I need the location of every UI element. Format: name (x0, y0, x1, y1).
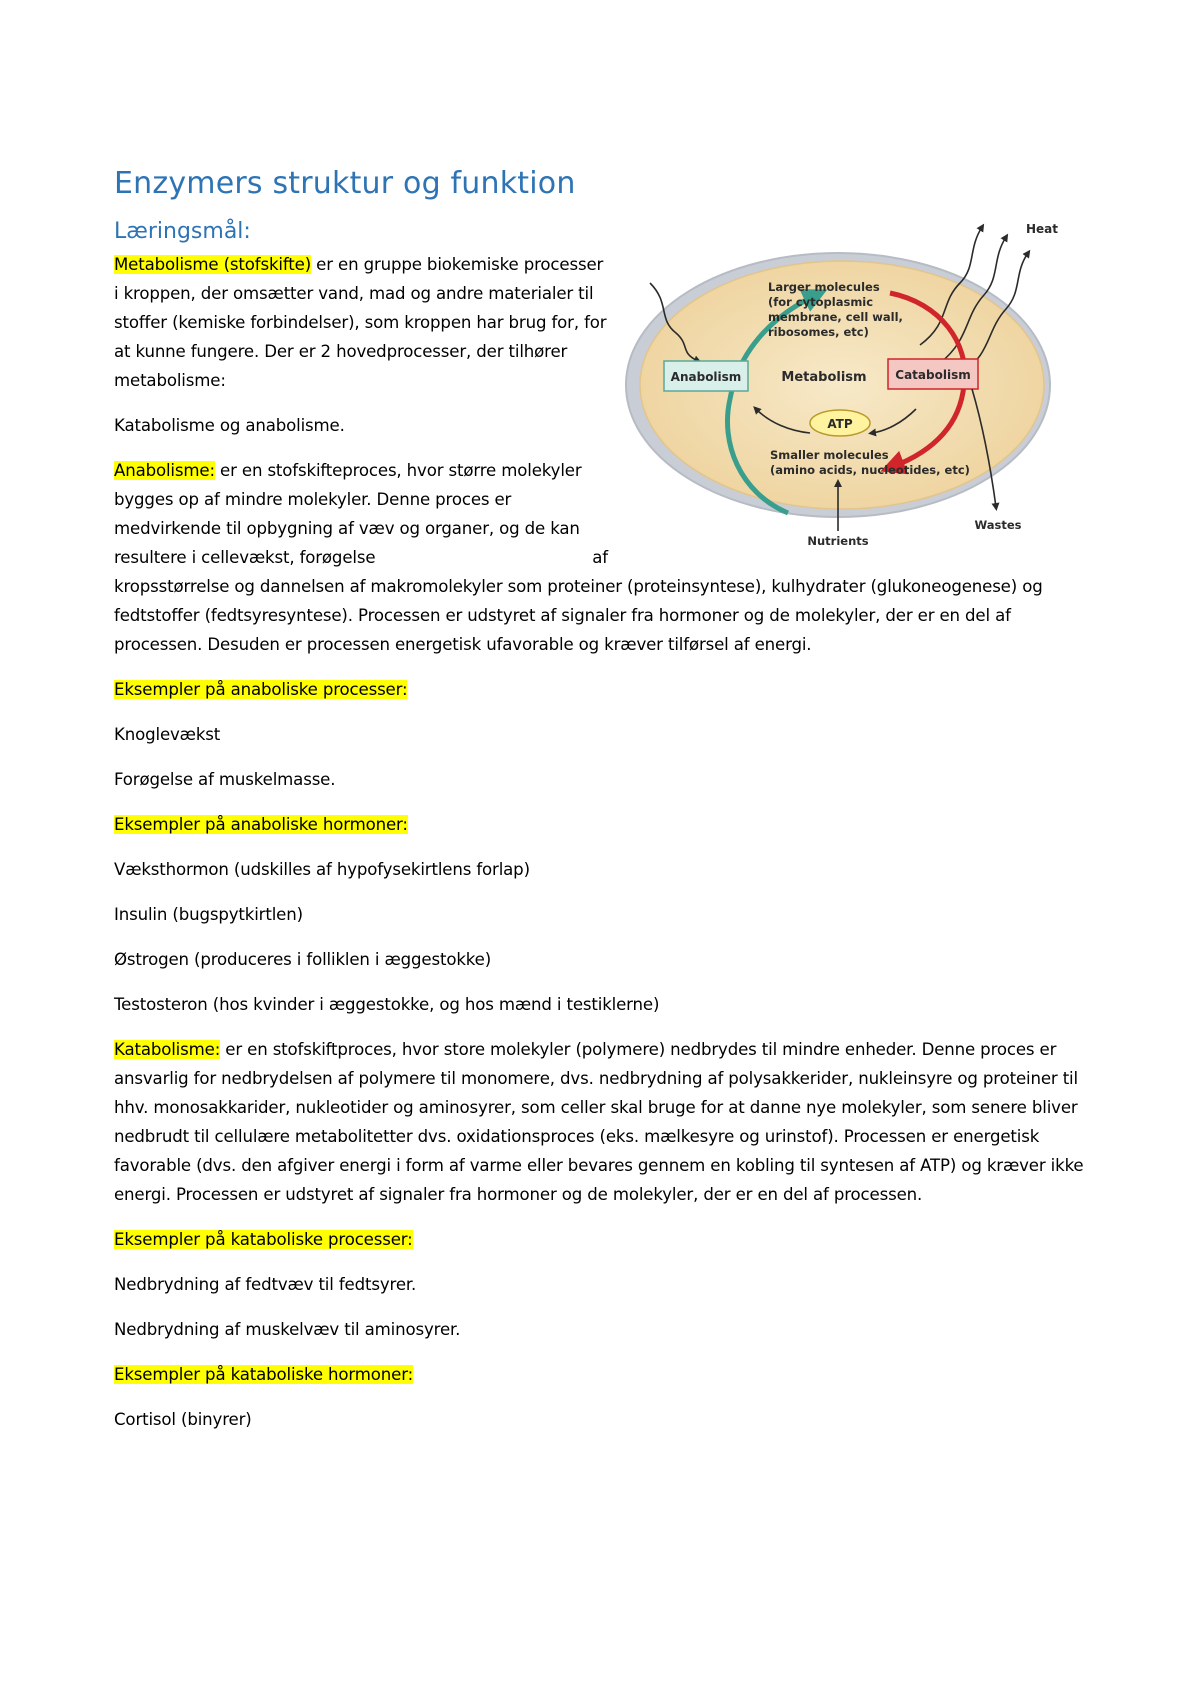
anabolic-hormone-item: Østrogen (produceres i folliklen i æggestokke) (114, 950, 492, 969)
smaller-molecules-label: Smaller molecules (770, 448, 889, 462)
page-title: Enzymers struktur og funktion (114, 166, 576, 201)
document-content (114, 166, 1090, 1450)
wastes-label: Wastes (974, 518, 1022, 532)
anabolism-text-a: er en stofskifteproces, hvor større molekyler bygges op af mindre molekyler. Denne proces er medvirkende til opbygning af væv og organer, og de kan resultere i cellevækst, forøgelse (114, 461, 582, 567)
catabolism-paragraph (114, 1035, 1090, 1209)
catabolic-processes-heading: Eksempler på kataboliske processer: (114, 1230, 413, 1249)
larger-molecules-line4: ribosomes, etc) (768, 325, 869, 339)
catabolic-hormone-item: Cortisol (binyrer) (114, 1410, 252, 1429)
catabolic-hormones-heading: Eksempler på kataboliske hormoner: (114, 1365, 414, 1384)
larger-molecules-label: Larger molecules (768, 280, 880, 294)
anabolic-process-item: Knoglevækst (114, 725, 221, 744)
anabolic-process-item: Forøgelse af muskelmasse. (114, 770, 336, 789)
anabolic-processes-heading: Eksempler på anaboliske processer: (114, 680, 408, 699)
catabolic-process-item: Nedbrydning af muskelvæv til aminosyrer. (114, 1320, 461, 1339)
metabolism-term: Metabolisme (stofskifte) (114, 255, 312, 274)
catabolism-text: er en stofskiftproces, hvor store molekyler (polymere) nedbrydes til mindre enheder. Denne proces er ansvarlig for nedbrydelsen af polymere til monomere, dvs. nedbrydning af polysakkerider, nukleinsyre og proteiner til hhv. monosakkarider, nukleotider og aminosyrer, som celler skal bruge for at danne nye molekyler, som senere bliver nedbrudt til cellulære metabolitetter dvs. oxidationsproces (eks. mælkesyre og urinstof). Processen er energetisk favorable (dvs. den afgiver energi i form af varme eller bevares gennem en kobling til syntesen af ATP) og kræver ikke energi. Processen er udstyret af signaler fra hormoner og de molekyler, der er en del af processen. (114, 1040, 1084, 1204)
anabolic-hormone-item: Væksthormon (udskilles af hypofysekirtlens forlap) (114, 860, 530, 879)
section-subtitle: Læringsmål: (114, 219, 251, 244)
two-processes-line: Katabolisme og anabolisme. (114, 416, 345, 435)
anabolism-text-af: af (592, 548, 608, 567)
catabolism-label: Catabolism (895, 368, 971, 382)
anabolic-hormones-heading: Eksempler på anaboliske hormoner: (114, 815, 408, 834)
smaller-molecules-line2: (amino acids, nucleotides, etc) (770, 463, 970, 477)
heat-label: Heat (1026, 222, 1059, 236)
anabolism-label: Anabolism (670, 370, 742, 384)
catabolism-term: Katabolisme: (114, 1040, 221, 1059)
nutrients-label: Nutrients (807, 534, 869, 548)
larger-molecules-line3: membrane, cell wall, (768, 310, 903, 324)
anabolism-term: Anabolisme: (114, 461, 215, 480)
intro-text: er en gruppe biokemiske processer i kroppen, der omsætter vand, mad og andre materialer til stoffer (kemiske forbindelser), som kroppen har brug for, for at kunne fungere. Der er 2 hovedprocesser, der tilhører metabolisme: (114, 255, 607, 390)
anabolic-hormone-item: Testosteron (hos kvinder i æggestokke, og hos mænd i testiklerne) (114, 995, 660, 1014)
metabolism-label: Metabolism (781, 370, 867, 385)
anabolic-hormone-item: Insulin (bugspytkirtlen) (114, 905, 303, 924)
atp-label: ATP (827, 417, 853, 431)
larger-molecules-line2: (for cytoplasmic (768, 295, 874, 309)
anabolism-text-b: kropsstørrelse og dannelsen af makromolekyler som proteiner (proteinsyntese), kulhydrater (glukoneogenese) og fedtstoffer (fedtsyresyntese). Processen er udstyret af signaler fra hormoner og de molekyler, der er en del af processen. Desuden er processen energetisk ufavorable og kræver tilførsel af energi. (114, 577, 1043, 654)
catabolic-process-item: Nedbrydning af fedtvæv til fedtsyrer. (114, 1275, 417, 1294)
metabolism-diagram (620, 213, 1096, 551)
metabolism-diagram-svg (620, 213, 1096, 551)
